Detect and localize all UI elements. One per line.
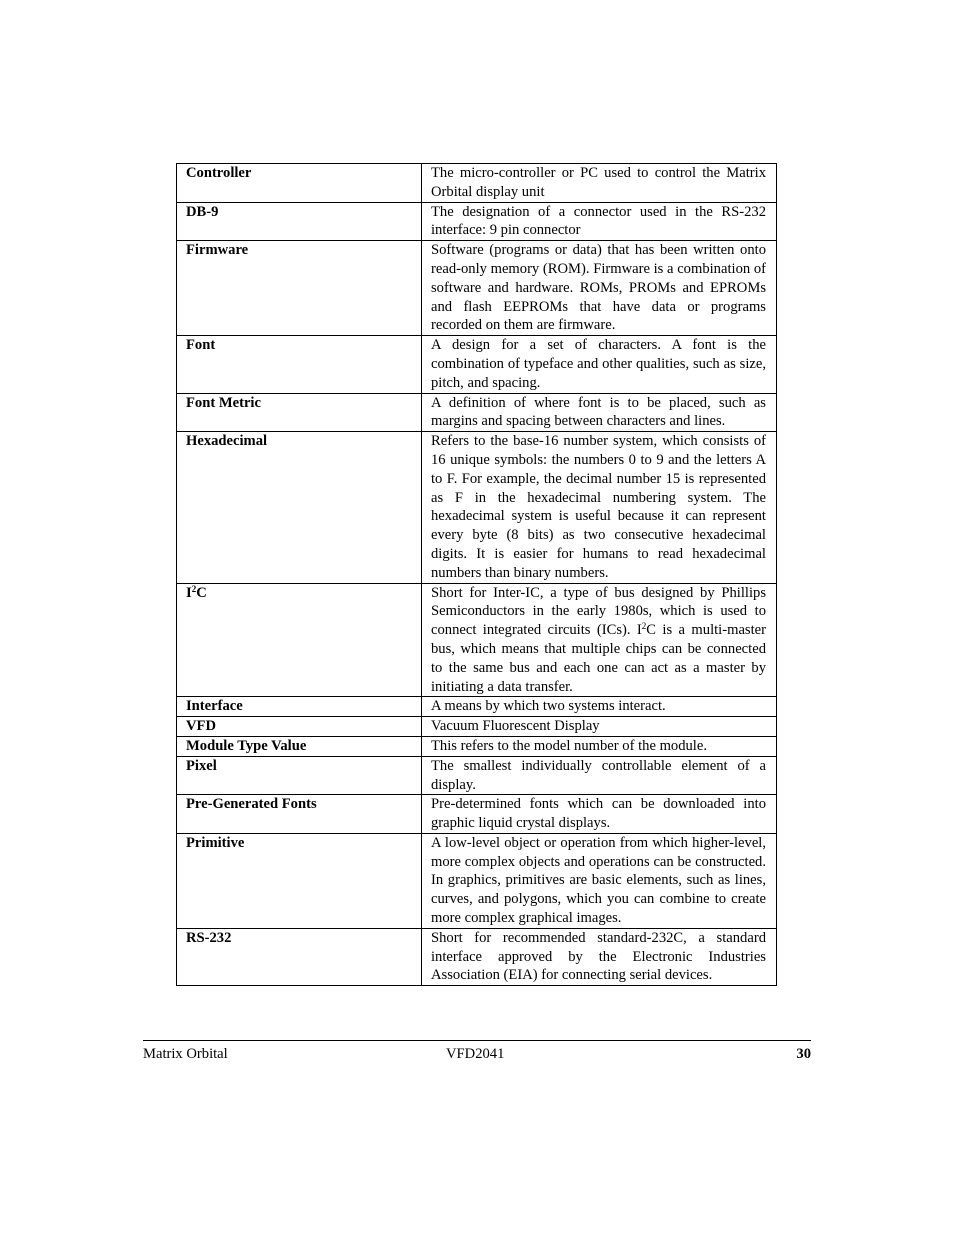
- definition-text: Short for Inter-IC, a type of bus designed by Phillips Semiconductors in the early 1980s, which is used to connect integrated circuits (ICs). I: [431, 584, 766, 639]
- definition-cell: This refers to the model number of the module.: [422, 736, 777, 756]
- table-row: [177, 736, 777, 756]
- term-cell: Hexadecimal: [177, 432, 422, 583]
- table-row: [177, 795, 777, 834]
- definition-cell: A definition of where font is to be placed, such as margins and spacing between characters and lines.: [422, 393, 777, 432]
- term-cell: Primitive: [177, 833, 422, 928]
- page-number: 30: [796, 1046, 811, 1062]
- definition-cell: The micro-controller or PC used to control the Matrix Orbital display unit: [422, 164, 777, 203]
- table-row: [177, 164, 777, 203]
- term-cell: Controller: [177, 164, 422, 203]
- definition-cell: [422, 583, 777, 697]
- definition-cell: Pre-determined fonts which can be downloaded into graphic liquid crystal displays.: [422, 795, 777, 834]
- term-text: C: [196, 584, 207, 601]
- term-cell: Module Type Value: [177, 736, 422, 756]
- table-row: [177, 928, 777, 985]
- footer-company: Matrix Orbital: [143, 1046, 228, 1062]
- table-row: [177, 202, 777, 241]
- definition-text: C is a multi-master bus, which means that multiple chips can be connected to the same bus and each one can act as a master by initiating a data transfer.: [431, 622, 766, 695]
- definition-cell: Software (programs or data) that has been written onto read-only memory (ROM). Firmware is a combination of software and hardware. ROMs, PROMs and EPROMs and flash EEPROMs that have data or programs recorded on them are firmware.: [422, 241, 777, 336]
- term-superscript: 2: [191, 583, 197, 594]
- footer-divider: [143, 1040, 811, 1041]
- table-row: [177, 717, 777, 737]
- definition-cell: A means by which two systems interact.: [422, 697, 777, 717]
- term-cell: Font Metric: [177, 393, 422, 432]
- term-text: I: [186, 584, 192, 601]
- definition-cell: The smallest individually controllable element of a display.: [422, 756, 777, 795]
- definition-cell: The designation of a connector used in the RS-232 interface: 9 pin connector: [422, 202, 777, 241]
- term-cell: Pixel: [177, 756, 422, 795]
- table-row: [177, 432, 777, 583]
- footer-model: VFD2041: [446, 1046, 505, 1062]
- glossary-table: [176, 163, 777, 986]
- term-cell: Interface: [177, 697, 422, 717]
- table-row: [177, 241, 777, 336]
- table-row: [177, 583, 777, 697]
- table-row: [177, 336, 777, 393]
- term-cell: Font: [177, 336, 422, 393]
- term-cell: VFD: [177, 717, 422, 737]
- table-row: [177, 833, 777, 928]
- definition-cell: A design for a set of characters. A font is the combination of typeface and other qualities, such as size, pitch, and spacing.: [422, 336, 777, 393]
- definition-cell: Short for recommended standard-232C, a standard interface approved by the Electronic Industries Association (EIA) for connecting serial devices.: [422, 928, 777, 985]
- definition-cell: Refers to the base-16 number system, which consists of 16 unique symbols: the numbers 0 to 9 and the letters A to F. For example, the decimal number 15 is represented as F in the hexadecimal numbering system. The hexadecimal system is useful because it can represent every byte (8 bits) as two consecutive hexadecimal digits. It is easier for humans to read hexadecimal numbers than binary numbers.: [422, 432, 777, 583]
- definition-superscript: 2: [641, 621, 647, 632]
- term-cell: Pre-Generated Fonts: [177, 795, 422, 834]
- term-cell: Firmware: [177, 241, 422, 336]
- table-row: [177, 756, 777, 795]
- term-cell: DB-9: [177, 202, 422, 241]
- term-cell: [177, 583, 422, 697]
- table-row: [177, 393, 777, 432]
- definition-cell: A low-level object or operation from which higher-level, more complex objects and operations can be constructed. In graphics, primitives are basic elements, such as lines, curves, and polygons, which you can combine to create more complex graphical images.: [422, 833, 777, 928]
- definition-cell: Vacuum Fluorescent Display: [422, 717, 777, 737]
- table-row: [177, 697, 777, 717]
- term-cell: RS-232: [177, 928, 422, 985]
